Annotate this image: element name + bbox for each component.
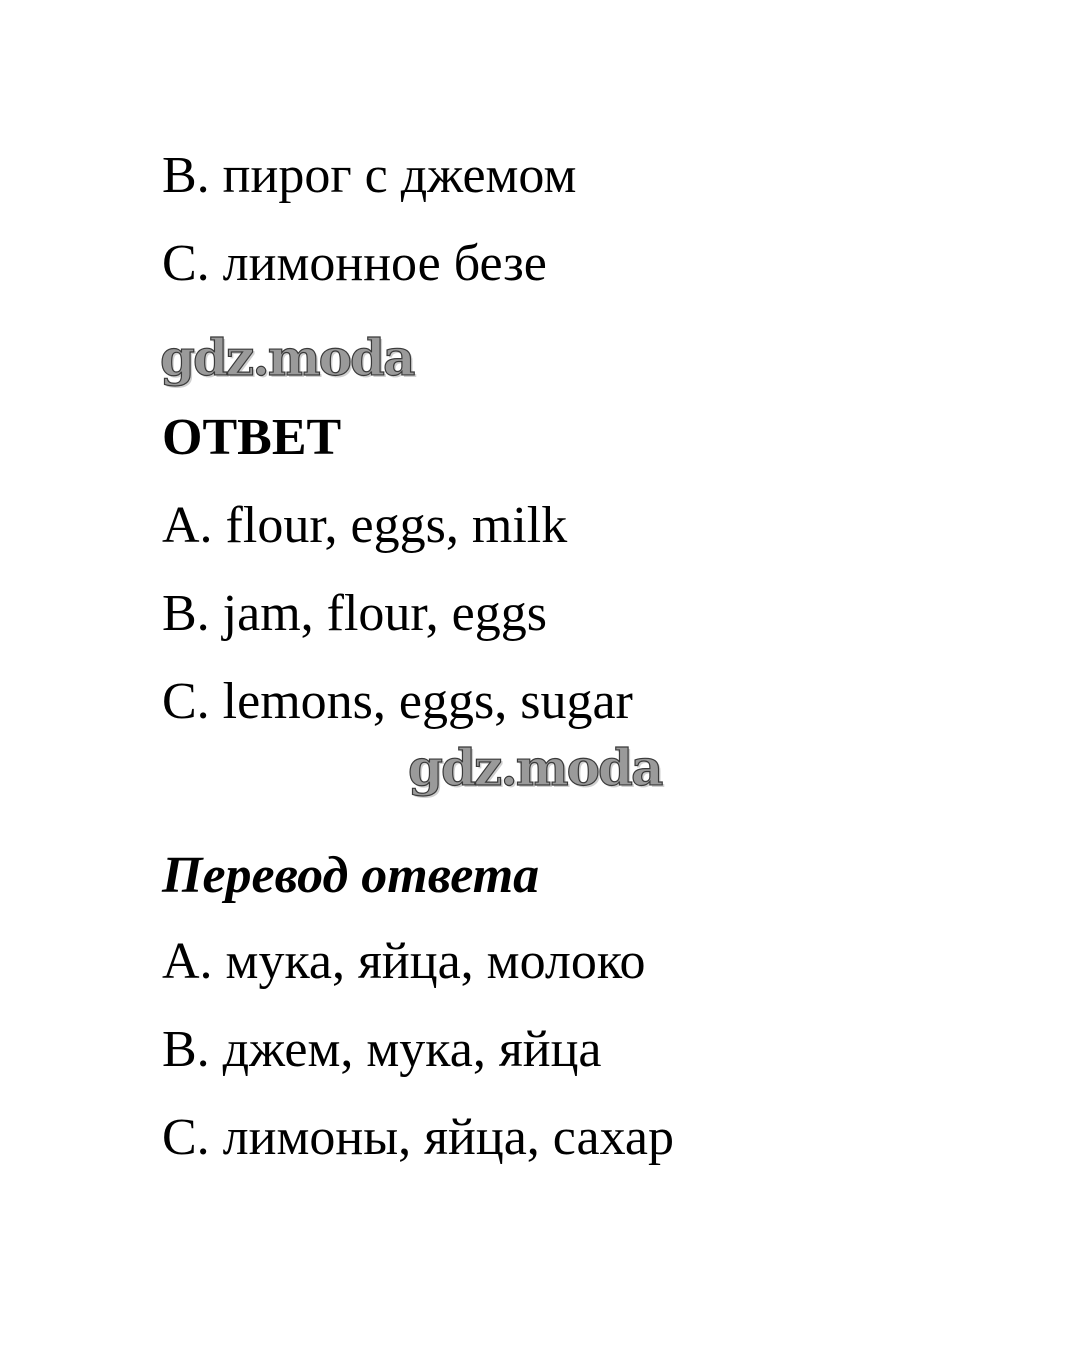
translation-item-a: A. мука, яйца, молоко	[162, 933, 646, 990]
watermark-logo: gdz.moda	[160, 328, 414, 387]
answer-item-c: C. lemons, eggs, sugar	[162, 673, 633, 730]
option-c-text: C. лимонное безе	[162, 235, 547, 292]
answer-item-a: A. flour, eggs, milk	[162, 497, 568, 554]
translation-heading: Перевод ответа	[162, 847, 540, 904]
option-b-text: B. пирог с джемом	[162, 147, 577, 204]
watermark-logo: gdz.moda	[408, 738, 662, 797]
answer-item-b: B. jam, flour, eggs	[162, 585, 547, 642]
translation-item-c: C. лимоны, яйца, сахар	[162, 1109, 674, 1166]
translation-item-b: B. джем, мука, яйца	[162, 1021, 602, 1078]
answer-heading: ОТВЕТ	[162, 409, 342, 466]
